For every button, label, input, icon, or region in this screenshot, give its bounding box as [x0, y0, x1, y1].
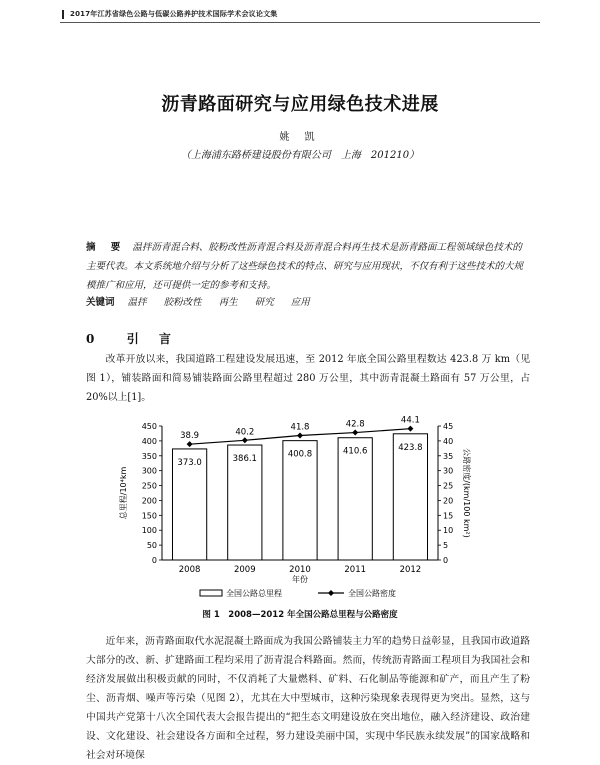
keywords: [86, 294, 526, 308]
legend-line-label: 全国公路密度: [348, 589, 396, 598]
y-tick-label-right: 0: [443, 556, 449, 565]
density-point: [297, 433, 303, 439]
y-tick-label-left: 300: [141, 466, 157, 476]
figure-caption: 图 1 2008—2012 年全国公路总里程与公路密度: [202, 610, 398, 620]
keyword: 研究: [254, 297, 274, 308]
intro-paragraph-2: 近年来，沥青路面取代水泥混凝土路面成为我国公路铺装主力军的趋势日益彰显，且我国市政道路大部分的改、新、扩建路面工程均采用了沥青混合料路面。然而，传统沥青路面工程项目为我国社会和经济发展做出积极贡献的同时，不仅消耗了大量燃料、矿料、石化制品等能源和矿产，而且产生了粉尘、沥青烟、噪声等污染（见图 2），尤其在大中型城市，这种污染现象表现得更为突出。显然，这与中国共产党第十八次全国代表大会报告提出的“把生态文明建设放在突出地位，融入经济建设、政治建设、文化建设、社会建设各方面和全过程，努力建设美丽中国，实现中华民族永续发展”的国家战略和社会对环境保: [86, 636, 530, 761]
bar-data-label: 400.8: [287, 449, 313, 460]
bar-data-label: 410.6: [343, 446, 368, 457]
y-tick-label-right: 25: [443, 481, 454, 491]
paper-title: 沥青路面研究与应用绿色技术进展: [161, 94, 439, 115]
y-tick-label-left: 200: [141, 496, 157, 506]
y-tick-label-left: 150: [141, 511, 157, 521]
density-point: [242, 437, 248, 443]
x-tick-label: 2008: [178, 565, 201, 575]
section-heading: [86, 330, 179, 347]
y-tick-label-right: 30: [443, 466, 454, 476]
y-tick-label-right: 15: [443, 511, 454, 521]
y-tick-label-right: 45: [443, 422, 454, 431]
density-point: [352, 430, 358, 436]
keyword: 应用: [290, 297, 310, 308]
bar-data-label: 423.8: [398, 442, 423, 453]
y-axis-label-left: 总里程/10⁴km: [119, 466, 128, 520]
legend-bar-swatch: [200, 590, 222, 596]
y-tick-label-right: 5: [443, 541, 449, 551]
x-tick-label: 2012: [399, 565, 422, 575]
legend-line-marker: [328, 590, 334, 596]
line-data-label: 41.8: [290, 422, 310, 433]
line-data-label: 44.1: [400, 415, 420, 426]
abstract-label: 摘 要: [86, 242, 127, 253]
y-tick-label-right: 40: [443, 436, 454, 446]
density-point: [407, 426, 413, 432]
author-name: 姚 凯: [279, 132, 321, 143]
header-rule: [60, 22, 540, 23]
figure-1-chart: [100, 415, 500, 605]
line-data-label: 38.9: [180, 431, 200, 442]
y-tick-label-left: 250: [141, 481, 157, 491]
bar-data-label: 373.0: [177, 457, 202, 468]
running-header: 2017年江苏省绿色公路与低碳公路养护技术国际学术会议论文集: [62, 9, 277, 19]
legend-bar-label: 全国公路总里程: [226, 589, 282, 598]
keyword: 温拌: [127, 297, 147, 308]
y-axis-label-right: 公路密度/(km/100 km²): [462, 448, 471, 538]
density-point: [187, 441, 193, 447]
x-tick-label: 2010: [289, 565, 311, 575]
x-axis-label: 年份: [292, 575, 308, 584]
section-title: 引 言: [126, 332, 179, 346]
y-tick-label-right: 20: [443, 496, 454, 506]
y-tick-label-left: 100: [141, 526, 157, 536]
line-data-label: 42.8: [345, 419, 365, 430]
x-tick-label: 2011: [344, 565, 367, 575]
chart-svg: [100, 415, 500, 605]
y-tick-label-left: 450: [141, 422, 157, 431]
affiliation: （上海浦东路桥建设股份有限公司 上海 201210）: [180, 150, 420, 161]
header-bar: [62, 10, 64, 19]
keywords-label: 关键词: [86, 297, 115, 308]
keyword: 再生: [218, 297, 238, 308]
y-tick-label-right: 10: [443, 526, 454, 536]
bar-data-label: 386.1: [232, 454, 257, 465]
abstract-text: 温拌沥青混合料、胶粉改性沥青混合料及沥青混合料再生技术是沥青路面工程领域绿色技术的主要代表。本文系统地介绍与分析了这些绿色技术的特点、研究与应用现状，不仅有利于这些技术的大规模推广和应用，还可提供一定的参考和支持。: [86, 242, 524, 291]
y-tick-label-left: 400: [141, 436, 157, 446]
line-data-label: 40.2: [235, 427, 255, 438]
y-tick-label-left: 50: [146, 541, 157, 551]
y-tick-label-left: 350: [141, 451, 157, 461]
x-tick-label: 2009: [233, 565, 256, 575]
y-tick-label-right: 35: [443, 451, 454, 461]
section-number: 0: [86, 332, 103, 346]
abstract: [86, 238, 526, 295]
keyword: 胶粉改性: [163, 297, 202, 308]
intro-paragraph-1: 改革开放以来，我国道路工程建设发展迅速，至 2012 年底全国公路里程数达 423.8 万 km（见图 1），铺装路面和简易铺装路面公路里程超过 280 万公里，其中沥青混凝土路面有 57 万公里，占 20%以上[1]。: [86, 354, 530, 403]
y-tick-label-left: 0: [151, 556, 157, 565]
